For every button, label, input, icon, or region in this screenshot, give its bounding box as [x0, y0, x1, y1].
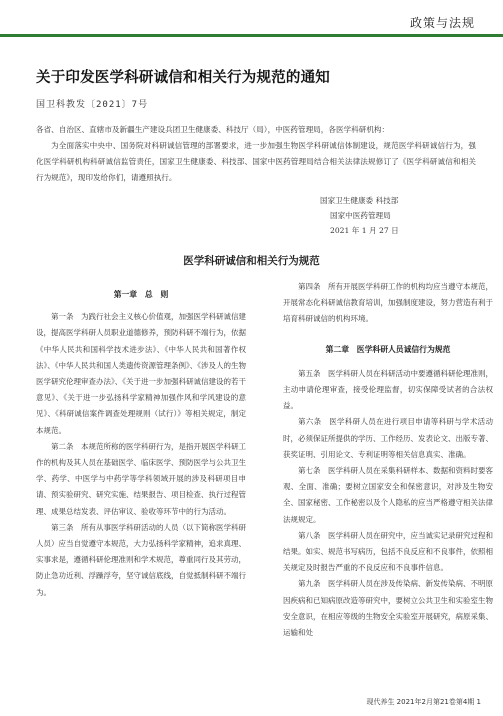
- signature-block: [320, 193, 399, 238]
- article-paragraph: 第六条 医学科研人员在进行项目申请等科研与学术活动时，必须保证所提供的学历、工作经历、发表论文、出版专著、获奖证明、引用论文、专利证明等相关信息真实、准确。: [283, 417, 493, 459]
- signature-line: 国家中医药管理局: [330, 211, 391, 220]
- right-column: [283, 279, 493, 641]
- header-rule: [0, 34, 503, 37]
- signature-line: 国家卫生健康委 科技部: [320, 196, 399, 205]
- article-paragraph: 第五条 医学科研人员在科研活动中要遵循科研伦理准则，主动申请伦理审查，接受伦理监督，切实保障受试者的合法权益。: [283, 368, 493, 411]
- notice-paragraph: 为全面落实中央中、国务院对科研诚信管理的部署要求，进一步加强生物医学科研诚信体制建设，规范医学科研诚信行为，强化医学科研机构科研诚信监管责任，国家卫生健康委、科技部、国家中医药管理局结合相关法律法规修订了《医学科研诚信和相关行为规范》，现印发给你们，请遵照执行。: [36, 141, 476, 182]
- article-paragraph: 第三条 所有从事医学科研活动的人员（以下简称医学科研人员）应当自觉遵守本规范，大力弘扬科学家精神，追求真理、实事求是，遵循科研伦理准则和学术规范，尊重同行及其劳动，防止急功近利、浮躁浮夸，坚守诚信底线，自觉抵制科研不端行为。: [36, 522, 246, 597]
- left-column: [36, 283, 246, 601]
- addressees: 各省、自治区、直辖市及新疆生产建设兵团卫生健康委、科技厅（局），中医药管理局，各医学科研机构：: [36, 125, 390, 134]
- chapter-heading: 第二章 医学科研人员诚信行为规范: [325, 344, 451, 354]
- signature-date: 2021 年 1 月 27 日: [330, 226, 399, 235]
- document-number: 国卫科教发〔2021〕7号: [36, 100, 149, 110]
- section-header: [0, 0, 503, 36]
- chapter-heading: 第一章 总 则: [113, 290, 169, 299]
- notice-title: 关于印发医学科研诚信和相关行为规范的通知: [36, 70, 330, 86]
- article-paragraph: 第四条 所有开展医学科研工作的机构均应当遵守本规范，开展常态化科研诚信教育培训，加强制度建设，努力营造有利于培育科研诚信的机构环境。: [283, 282, 493, 324]
- article-paragraph: 第二条 本规范所称的医学科研行为，是指开展医学科研工作的机构及其人员在基础医学、临床医学、预防医学与公共卫生学、药学、中医学与中药学等学科领域开展的涉及科研项目申请、预实验研究、研究实施、结果报告、项目检查、执行过程管理、成果总结发表、评估审议、验收等环节中的行为活动。: [36, 441, 246, 516]
- page-footer: 现代养生 2021年2月第21卷第4期 1: [366, 698, 481, 706]
- article-paragraph: 第七条 医学科研人员在采集科研样本、数据和资料时要客观、全面、准确；要树立国家安全和保密意识，对涉及生物安全、国家秘密、工作秘密以及个人隐私的应当严格遵守相关法律法规规定。: [283, 466, 493, 524]
- article-paragraph: 第一条 为践行社会主义核心价值观，加强医学科研诚信建设，提高医学科研人员职业道德修养，预防科研不端行为，依据《中华人民共和国科学技术进步法》、《中华人民共和国著作权法》、《中华人民共和国人类遗传资源管理条例》、《涉及人的生物医学研究伦理审查办法》、《关于进一步加强科研诚信建设的若干意见》、《关于进一步弘扬科学家精神加强作风和学风建设的意见》、《科研诚信案件调查处理规则（试行）》等相关规定，制定本规范。: [36, 312, 246, 435]
- article-paragraph: 第九条 医学科研人员在涉及传染病、新发传染病、不明原因疾病和已知病原改造等研究中，要树立公共卫生和实验室生物安全意识，在相应等级的生物安全实验室开展研究，病原采集、运输和处: [283, 579, 493, 638]
- notice-body: [36, 122, 476, 186]
- rules-title: 医学科研诚信和相关行为规范: [183, 255, 320, 267]
- article-paragraph: 第八条 医学科研人员在研究中，应当诚实记录研究过程和结果。如实、规范书写病历，包括不良反应和不良事件，依照相关规定及时报告严重的不良反应和不良事件信息。: [283, 530, 493, 573]
- section-label: 政策与法规: [409, 16, 475, 30]
